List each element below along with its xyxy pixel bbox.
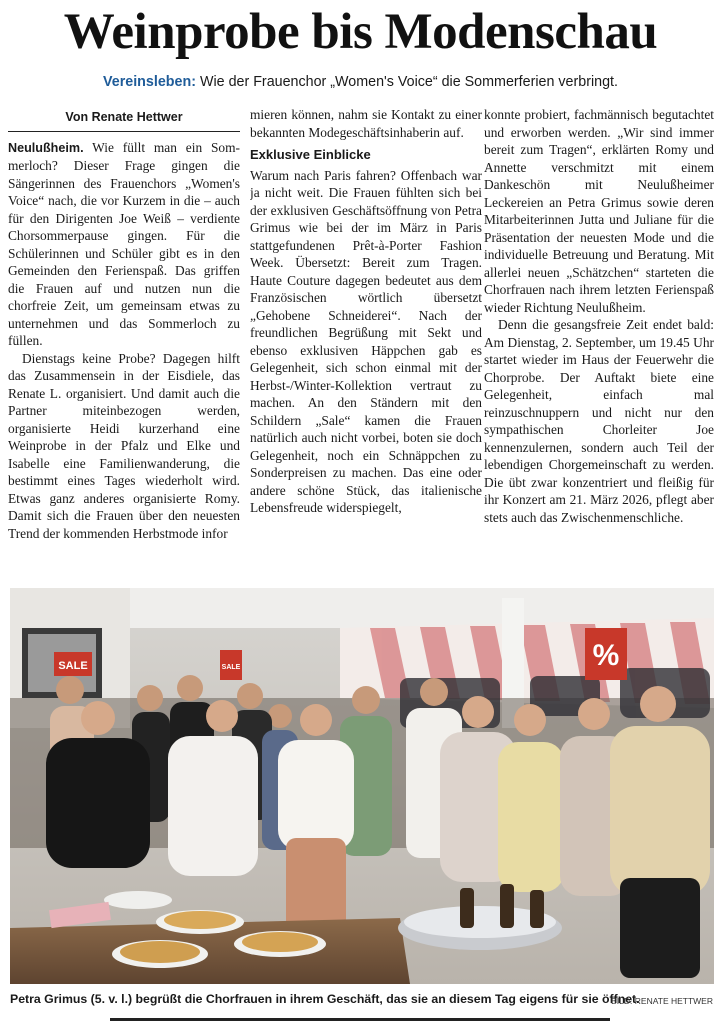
svg-text:SALE: SALE [58, 660, 88, 672]
dateline: Neulußheim. [8, 140, 84, 155]
paragraph-3-part-1: Warum nach Paris fahren? Offenbach war ja nicht weit. Die Frauen fühlten sich bei der exklusiven Geschäftsöffnung von Petra Grimus wie bei der im März in Paris stattgefundenen Prêt-à-Porter Fashion Week. Übersetzt: Bereit zum Tragen. Haute Couture dagegen bedeutet aus dem Französischen wörtlich übersetzt „Gehobene Schneiderei“. Nach der freundlichen Begrüßung mit Sekt und ebenso exklusiven Häppchen gab es Gelegenheit, sich schon einmal mit der Herbst-/Winter-Kollektion vertraut zu machen. An den Ständern mit den Schildern „Sale“ kamen die Frauen natürlich auch nicht vorbei, boten sie doch Gelegenheit, noch ein Schnäppchen zu Sonderpreisen zu machen. Das eine oder andere schöne Stück, das italienische Lebensfreude widerspiegelt, [250, 167, 482, 515]
group-photo [10, 588, 714, 984]
percent-sign [585, 628, 627, 680]
paragraph-3-part-2: konnte probiert, fachmännisch begutachtet und erworben werden. „Wir sind immer bereit zum Tragen“, erklärten Romy und Annette verschmitzt mit einem Dankeschön mit Neulußheimer Leckereien an Petra Grimus sowie deren Mitarbeiterinnen Jutta und Juliane für die Präsentation der neuesten Mode und die individuelle Betreuung und Beratung. Mit allerlei neuen „Schätzchen“ starteten die Chorfrauen nach ihrem letzten Ferienspaß wieder Richtung Neulußheim. [484, 107, 714, 315]
subheadline [0, 74, 721, 90]
paragraph-1-text: Wie füllt man ein Sommerloch? Dieser Frage gingen die Sängerinnen des Frauenchors „Women's Voice“ nach, die vor Kurzem in die – auch für den Dirigenten Joe Weiß – verdiente Chorsommerpause gingen. Für die Schülerinnen und Schüler gibt es in den Gemeinden den Ferienspaß. Das griffen die Frauen auf und nutzen nun die chorfreie Zeit, um gemeinsam etwas zu unternehmen und das Sommerloch zu füllen. [8, 139, 240, 348]
article-column-1 [8, 106, 240, 582]
headline: Weinprobe bis Modenschau [63, 4, 658, 60]
paragraph-2-part-2: mieren können, nahm sie Kontakt zu einer bekannten Modegeschäftsinhaberin auf. [250, 107, 482, 140]
kicker: Vereinsleben: [103, 74, 196, 90]
sale-sign-left [54, 652, 92, 676]
paragraph-2-part-1: Dienstags keine Probe? Dagegen hilft das Zusammensein in der Eisdiele, das Renate L. organisiert. Und damit auch die Partner miteinbezogen werden, organisierte Heidi kurzerhand eine Weinprobe in der Pfalz und Elke und Isabelle eine Familienwanderung, die bestimmt eines Tages wiederholt wird. Etwas ganz anderes organisierte Romy. Damit sich die Frauen über den neuesten Trend der kommenden Herbstmode infor [8, 350, 240, 541]
caption-text: Petra Grimus (5. v. l.) begrüßt die Chorfrauen in ihrem Geschäft, das sie an diesem Tag eigens für sie öffnet. [10, 992, 640, 1006]
photo-credit: BILD: RENATE HETTWER [611, 996, 713, 1006]
photo-caption [10, 992, 714, 1006]
svg-text:%: % [592, 639, 620, 672]
svg-text:SALE: SALE [221, 664, 241, 671]
sale-sign-center [220, 650, 242, 680]
bottom-rule [110, 1018, 610, 1021]
subheadline-text: Wie der Frauenchor „Women's Voice“ die Sommerferien verbringt. [199, 74, 618, 90]
paragraph-4: Denn die gesangsfreie Zeit endet bald: Am Dienstag, 2. September, um 19.45 Uhr startet wieder im Haus der Feuerwehr die Chorprobe. Der Auftakt biete eine Gelegenheit, einfach mal reinzuschnuppern und nicht nur den sympathischen Chorleiter Joe kennenzulernen, sondern auch Teil der lebendigen Chorgemeinschaft zu werden. Die übt zwar konzentriert und fleißig für ihr Konzert am 21. März 2026, pflegt aber stets auch das Zwischenmenschliche. [484, 317, 714, 525]
paragraph-1 [8, 139, 240, 350]
subhead: Exklusive Einblicke [250, 147, 371, 162]
article-column-2 [250, 106, 482, 582]
byline: Von Renate Hettwer [8, 106, 240, 132]
article-column-3 [484, 106, 714, 582]
